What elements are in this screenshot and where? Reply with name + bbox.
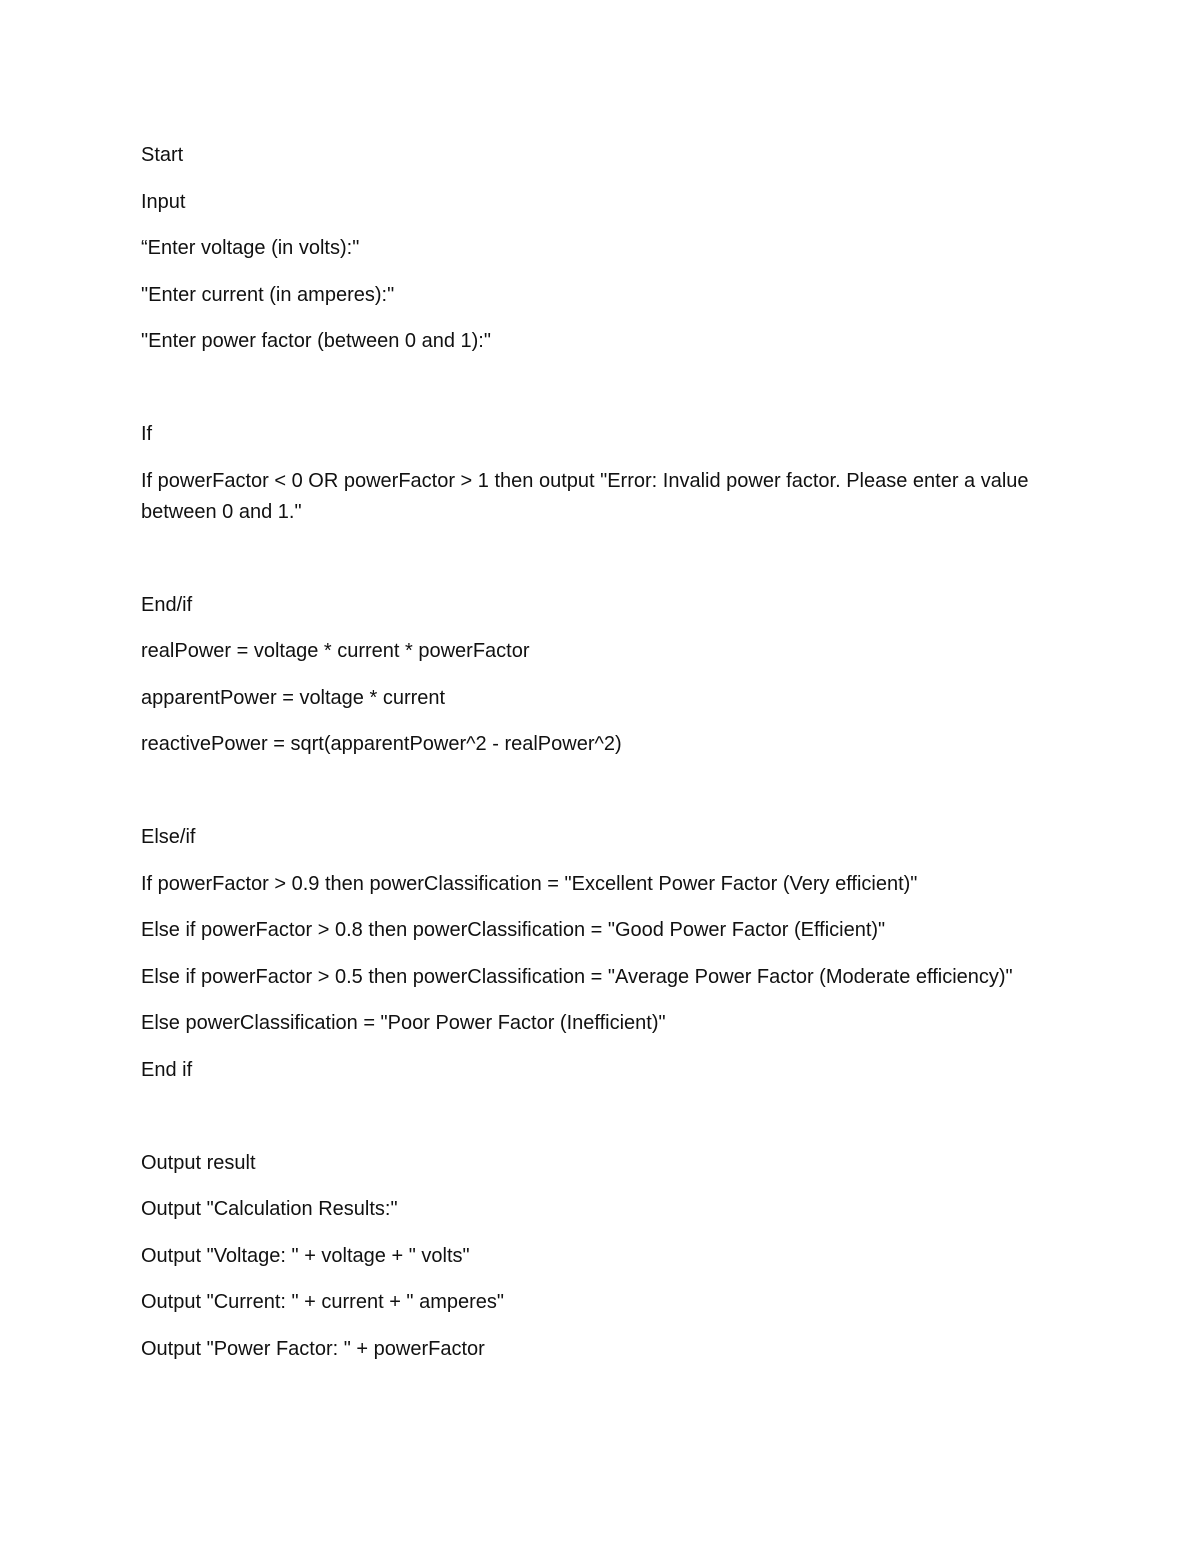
blank-line	[141, 776, 1061, 807]
line-input: Input	[141, 190, 186, 213]
line-real-power: realPower = voltage * current * powerFactor	[141, 640, 530, 662]
line-classify-good: Else if powerFactor > 0.8 then powerClassification = "Good Power Factor (Efficient)"	[141, 919, 886, 941]
line-reactive-power: reactivePower = sqrt(apparentPower^2 - realPower^2)	[141, 733, 622, 755]
line-start: Start	[141, 144, 184, 166]
line-output-power-factor: Output "Power Factor: " + powerFactor	[141, 1337, 485, 1360]
line-classify-excellent: If powerFactor > 0.9 then powerClassification = "Excellent Power Factor (Very efficient)"	[141, 872, 918, 895]
line-classify-poor: Else powerClassification = "Poor Power Factor (Inefficient)"	[141, 1012, 666, 1034]
line-end-if-2: End if	[141, 1058, 193, 1081]
line-output-calc-results: Output "Calculation Results:"	[141, 1198, 398, 1220]
line-apparent-power: apparentPower = voltage * current	[141, 686, 446, 709]
blank-line	[141, 373, 1061, 404]
line-enter-voltage: “Enter voltage (in volts):"	[141, 237, 360, 259]
line-classify-average: Else if powerFactor > 0.5 then powerClassification = "Average Power Factor (Moderate efficiency)"	[141, 965, 1013, 988]
document-body	[141, 140, 1061, 1380]
line-end-if: End/if	[141, 593, 193, 616]
line-enter-power-factor: "Enter power factor (between 0 and 1):"	[141, 330, 491, 352]
line-output-result: Output result	[141, 1151, 256, 1174]
line-if-validation: If powerFactor < 0 OR powerFactor > 1 then output "Error: Invalid power factor. Please enter a value between 0 and 1."	[141, 469, 1029, 523]
line-if-heading: If	[141, 423, 153, 445]
line-enter-current: "Enter current (in amperes):"	[141, 283, 395, 306]
line-output-voltage: Output "Voltage: " + voltage + " volts"	[141, 1244, 470, 1267]
blank-line	[141, 1101, 1061, 1132]
line-output-current: Output "Current: " + current + " amperes"	[141, 1291, 504, 1313]
blank-line	[141, 543, 1061, 574]
line-else-if-heading: Else/if	[141, 826, 196, 848]
